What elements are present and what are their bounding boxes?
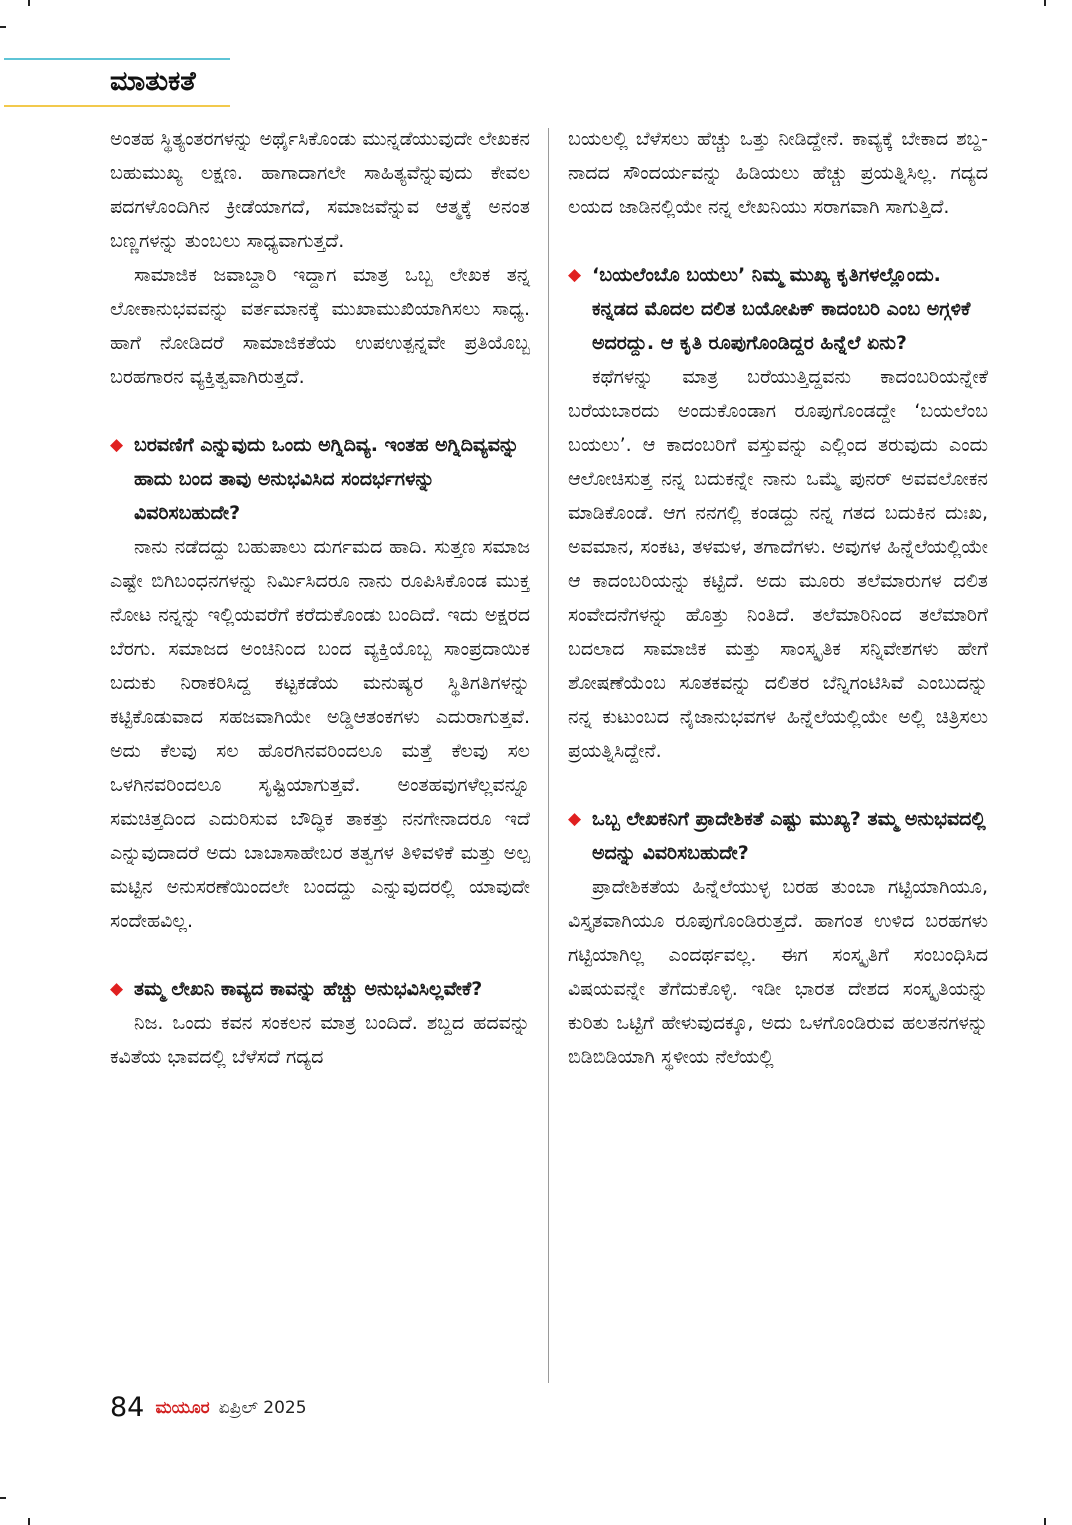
left-column (110, 122, 530, 1074)
section-header (0, 58, 232, 108)
diamond-bullet-icon: ◆ (568, 809, 582, 829)
answer-paragraph: ಕಥೆಗಳನ್ನು ಮಾತ್ರ ಬರೆಯುತ್ತಿದ್ದವನು ಕಾದಂಬರಿಯನ್ನೇಕೆ ಬರೆಯಬಾರದು ಅಂದುಕೊಂಡಾಗ ರೂಪುಗೊಂಡದ್ದೇ ‘ಬಯಲೆಂಬ ಬಯಲು’. ಆ ಕಾದಂಬರಿಗೆ ವಸ್ತುವನ್ನು ಎಲ್ಲಿಂದ ತರುವುದು ಎಂದು ಆಲೋಚಿಸುತ್ತ ನನ್ನ ಬದುಕನ್ನೇ ನಾನು ಒಮ್ಮೆ ಪುನರ್ ಅವವಲೋಕನ ಮಾಡಿಕೊಂಡೆ. ಆಗ ನನಗಲ್ಲಿ ಕಂಡದ್ದು ನನ್ನ ಗತದ ಬದುಕಿನ ದುಃಖ, ಅವಮಾನ, ಸಂಕಟ, ತಳಮಳ, ತಗಾದೆಗಳು. ಅವುಗಳ ಹಿನ್ನೆಲೆಯಲ್ಲಿಯೇ ಆ ಕಾದಂಬರಿಯನ್ನು ಕಟ್ಟಿದೆ. ಅದು ಮೂರು ತಲೆಮಾರುಗಳ ದಲಿತ ಸಂವೇದನೆಗಳನ್ನು ಹೊತ್ತು ನಿಂತಿದೆ. ತಲೆಮಾರಿನಿಂದ ತಲೆಮಾರಿಗೆ ಬದಲಾದ ಸಾಮಾಜಿಕ ಮತ್ತು ಸಾಂಸ್ಕೃತಿಕ ಸನ್ನಿವೇಶಗಳು ಹೇಗೆ ಶೋಷಣೆಯೆಂಬ ಸೂತಕವನ್ನು ದಲಿತರ ಬೆನ್ನಿಗಂಟಿಸಿವೆ ಎಂಬುದನ್ನು ನನ್ನ ಕುಟುಂಬದ ನೈಜಾನುಭವಗಳ ಹಿನ್ನೆಲೆಯಲ್ಲಿಯೇ ಅಲ್ಲಿ ಚಿತ್ರಿಸಲು ಪ್ರಯತ್ನಿಸಿದ್ದೇನೆ. (568, 366, 988, 762)
header-rule-bottom (4, 105, 230, 107)
question-text: ತಮ್ಮ ಲೇಖನಿ ಕಾವ್ಯದ ಕಾವನ್ನು ಹೆಚ್ಚು ಅನುಭವಿಸಿಲ್ಲವೇಕೆ? (134, 978, 483, 1000)
diamond-bullet-icon: ◆ (110, 435, 124, 455)
diamond-bullet-icon: ◆ (568, 265, 582, 285)
crop-mark (1044, 1518, 1046, 1525)
page-footer (110, 1392, 307, 1428)
question-text: ಬರವಣಿಗೆ ಎನ್ನುವುದು ಒಂದು ಅಗ್ನಿದಿವ್ಯ. ಇಂತಹ ಅಗ್ನಿದಿವ್ಯವನ್ನು ಹಾದು ಬಂದ ತಾವು ಅನುಭವಿಸಿದ ಸಂದರ್ಭಗಳನ್ನು ವಿವರಿಸಬಹುದೇ? (134, 434, 520, 524)
diamond-bullet-icon: ◆ (110, 979, 124, 999)
crop-mark (28, 0, 30, 6)
question (110, 972, 530, 1006)
section-title: ಮಾತುಕತೆ (110, 66, 196, 97)
right-column (568, 122, 988, 1074)
question (110, 428, 530, 530)
crop-mark (0, 1497, 6, 1499)
question (568, 802, 988, 870)
paragraph: ಅಂತಹ ಸ್ಥಿತ್ಯಂತರಗಳನ್ನು ಅರ್ಥೈಸಿಕೊಂಡು ಮುನ್ನಡೆಯುವುದೇ ಲೇಖಕನ ಬಹುಮುಖ್ಯ ಲಕ್ಷಣ. ಹಾಗಾದಾಗಲೇ ಸಾಹಿತ್ಯವೆನ್ನುವುದು ಕೇವಲ ಪದಗಳೊಂದಿಗಿನ ಕ್ರೀಡೆಯಾಗದೆ, ಸಮಾಜವೆನ್ನುವ ಆತ್ಮಕ್ಕೆ ಅನಂತ ಬಣ್ಣಗಳನ್ನು ತುಂಬಲು ಸಾಧ್ಯವಾಗುತ್ತದೆ. (110, 128, 530, 252)
paragraph: ಬಯಲಲ್ಲಿ ಬೆಳೆಸಲು ಹೆಚ್ಚು ಒತ್ತು ನೀಡಿದ್ದೇನೆ. ಕಾವ್ಯಕ್ಕೆ ಬೇಕಾದ ಶಬ್ದ-ನಾದದ ಸೌಂದರ್ಯವನ್ನು ಹಿಡಿಯಲು ಹೆಚ್ಚು ಪ್ರಯತ್ನಿಸಿಲ್ಲ. ಗದ್ಯದ ಲಯದ ಜಾಡಿನಲ್ಲಿಯೇ ನನ್ನ ಲೇಖನಿಯು ಸರಾಗವಾಗಿ ಸಾಗುತ್ತಿದೆ. (568, 128, 988, 218)
header-rule-top (4, 58, 230, 60)
question (568, 258, 988, 360)
crop-mark (0, 26, 6, 28)
answer-paragraph: ಪ್ರಾದೇಶಿಕತೆಯ ಹಿನ್ನೆಲೆಯುಳ್ಳ ಬರಹ ತುಂಬಾ ಗಟ್ಟಿಯಾಗಿಯೂ, ವಿಸ್ತೃತವಾಗಿಯೂ ರೂಪುಗೊಂಡಿರುತ್ತದೆ. ಹಾಗಂತ ಉಳಿದ ಬರಹಗಳು ಗಟ್ಟಿಯಾಗಿಲ್ಲ ಎಂದರ್ಥವಲ್ಲ. ಈಗ ಸಂಸ್ಕೃತಿಗೆ ಸಂಬಂಧಿಸಿದ ವಿಷಯವನ್ನೇ ತೆಗೆದುಕೊಳ್ಳಿ. ಇಡೀ ಭಾರತ ದೇಶದ ಸಂಸ್ಕೃತಿಯನ್ನು ಕುರಿತು ಒಟ್ಟಿಗೆ ಹೇಳುವುದಕ್ಕೂ, ಅದು ಒಳಗೊಂಡಿರುವ ಹಲತನಗಳನ್ನು ಬಿಡಿಬಿಡಿಯಾಗಿ ಸ್ಥಳೀಯ ನೆಲೆಯಲ್ಲಿ (568, 876, 988, 1068)
answer-paragraph: ನಾನು ನಡೆದದ್ದು ಬಹುಪಾಲು ದುರ್ಗಮದ ಹಾದಿ. ಸುತ್ತಣ ಸಮಾಜ ಎಷ್ಟೇ ಬಿಗಿಬಂಧನಗಳನ್ನು ನಿರ್ಮಿಸಿದರೂ ನಾನು ರೂಪಿಸಿಕೊಂಡ ಮುಕ್ತ ನೋಟ ನನ್ನನ್ನು ಇಲ್ಲಿಯವರೆಗೆ ಕರೆದುಕೊಂಡು ಬಂದಿದೆ. ಇದು ಅಕ್ಷರದ ಬೆರಗು. ಸಮಾಜದ ಅಂಚಿನಿಂದ ಬಂದ ವ್ಯಕ್ತಿಯೊಬ್ಬ ಸಾಂಪ್ರದಾಯಿಕ ಬದುಕು ನಿರಾಕರಿಸಿದ್ದ ಕಟ್ಟಕಡೆಯ ಮನುಷ್ಯರ ಸ್ಥಿತಿಗತಿಗಳನ್ನು ಕಟ್ಟಿಕೊಡುವಾದ ಸಹಜವಾಗಿಯೇ ಅಡ್ಡಿಆತಂಕಗಳು ಎದುರಾಗುತ್ತವೆ. ಅದು ಕೆಲವು ಸಲ ಹೊರಗಿನವರಿಂದಲೂ ಮತ್ತೆ ಕೆಲವು ಸಲ ಒಳಗಿನವರಿಂದಲೂ ಸೃಷ್ಟಿಯಾಗುತ್ತವೆ. ಅಂತಹವುಗಳೆಲ್ಲವನ್ನೂ ಸಮಚಿತ್ತದಿಂದ ಎದುರಿಸುವ ಬೌದ್ಧಿಕ ತಾಕತ್ತು ನನಗೇನಾದರೂ ಇದೆ ಎನ್ನುವುದಾದರೆ ಅದು ಬಾಬಾಸಾಹೇಬರ ತತ್ವಗಳ ತಿಳಿವಳಿಕೆ ಮತ್ತು ಅಲ್ಪ ಮಟ್ಟಿನ ಅನುಸರಣೆಯಿಂದಲೇ ಬಂದದ್ದು ಎನ್ನುವುದರಲ್ಲಿ ಯಾವುದೇ ಸಂದೇಹವಿಲ್ಲ. (110, 536, 530, 932)
magazine-logo: ಮಯೂರ (155, 1397, 210, 1418)
answer-paragraph: ನಿಜ. ಒಂದು ಕವನ ಸಂಕಲನ ಮಾತ್ರ ಬಂದಿದೆ. ಶಬ್ದದ ಹದವನ್ನು ಕವಿತೆಯ ಭಾವದಲ್ಲಿ ಬೆಳೆಸದೆ ಗದ್ಯದ (110, 1012, 530, 1068)
crop-mark (28, 1518, 30, 1525)
question-text: ಒಬ್ಬ ಲೇಖಕನಿಗೆ ಪ್ರಾದೇಶಿಕತೆ ಎಷ್ಟು ಮುಖ್ಯ? ತಮ್ಮ ಅನುಭವದಲ್ಲಿ ಅದನ್ನು ವಿವರಿಸಬಹುದೇ? (592, 808, 986, 864)
question-text: ‘ಬಯಲೆಂಬೊ ಬಯಲು’ ನಿಮ್ಮ ಮುಖ್ಯ ಕೃತಿಗಳಲ್ಲೊಂದು. ಕನ್ನಡದ ಮೊದಲ ದಲಿತ ಬಯೋಪಿಕ್ ಕಾದಂಬರಿ ಎಂಬ ಅಗ್ಗಳಿಕೆ ಅದರದ್ದು. ಆ ಕೃತಿ ರೂಪುಗೊಂಡಿದ್ದರ ಹಿನ್ನೆಲೆ ಏನು? (592, 264, 971, 354)
column-divider (548, 128, 549, 1383)
crop-mark (1044, 0, 1046, 6)
page-number: 84 (110, 1392, 145, 1423)
paragraph: ಸಾಮಾಜಿಕ ಜವಾಬ್ದಾರಿ ಇದ್ದಾಗ ಮಾತ್ರ ಒಬ್ಬ ಲೇಖಕ ತನ್ನ ಲೋಕಾನುಭವವನ್ನು ವರ್ತಮಾನಕ್ಕೆ ಮುಖಾಮುಖಿಯಾಗಿಸಲು ಸಾಧ್ಯ. ಹಾಗೆ ನೋಡಿದರೆ ಸಾಮಾಜಿಕತೆಯ ಉಪಉತ್ಪನ್ನವೇ ಪ್ರತಿಯೊಬ್ಬ ಬರಹಗಾರನ ವ್ಯಕ್ತಿತ್ವವಾಗಿರುತ್ತದೆ. (110, 264, 530, 388)
issue-date: ಏಪ್ರಿಲ್ 2025 (218, 1397, 307, 1418)
